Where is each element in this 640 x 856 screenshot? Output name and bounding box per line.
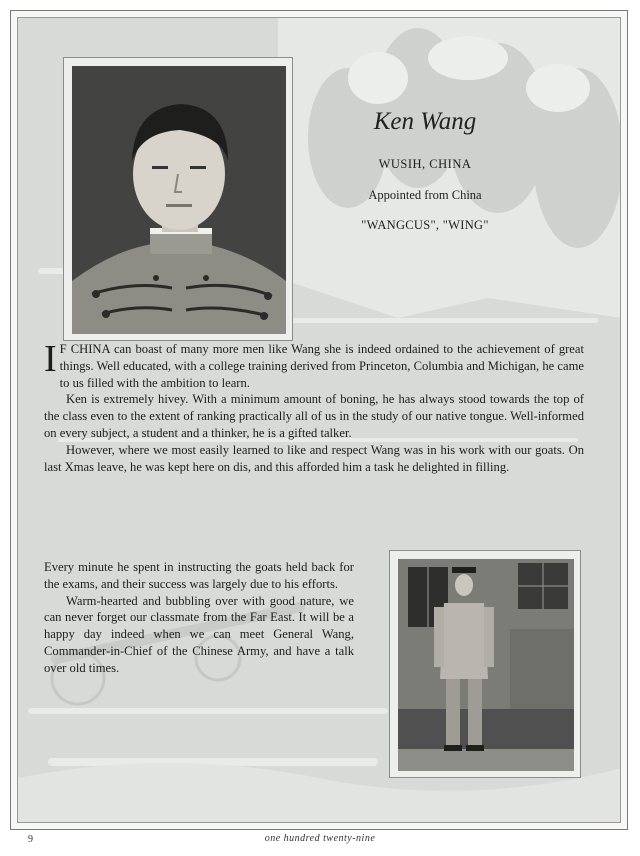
portrait-photo-frame <box>63 57 293 341</box>
bio-paragraph-2: Ken is extremely hivey. With a minimum amount of boning, he has always stood towards the top of the class even to the extent of ranking practically all of us in the study of our native tongue. Well-informed on every subject, a student and a thinker, he is a gifted talker. <box>44 392 584 440</box>
cadet-standing-photo <box>398 559 574 771</box>
standing-photo-frame <box>389 550 581 778</box>
folio-text: one hundred twenty-nine <box>264 833 376 844</box>
biography-text-full-width <box>44 338 584 475</box>
nicknames-line: "WANGCUS", "WING" <box>361 218 489 232</box>
page-number: 9 <box>28 834 33 845</box>
hometown-line: WUSIH, CHINA <box>378 157 472 171</box>
bio-paragraph-3-part-2: Every minute he spent in instructing the goats held back for the exams, and their success was largely due to his efforts. <box>44 560 354 591</box>
cadet-portrait-photo <box>72 66 286 334</box>
biography-text-beside-photo <box>44 559 354 677</box>
bio-paragraph-1: I F CHINA can boast of many more men like Wang she is indeed ordained to the achievement of great things. Well educated, with a college training derived from Princeton, Columbia and Michigan, he came to us filled with the ambition to learn. <box>44 338 584 390</box>
bio-paragraph-3-part-1: However, where we most easily learned to like and respect Wang was in his work with our goats. On last Xmas leave, he was kept here on dis, and this afforded him a task he delighted in filling. <box>44 442 584 474</box>
cadet-name-heading: Ken Wang <box>373 108 477 135</box>
bio-paragraph-4: Warm-hearted and bubbling over with good nature, we can never forget our classmate from the Far East. It will be a happy day indeed when we can meet General Wang, Commander-in-Chief of the Chinese Army, and have a talk over old times. <box>44 593 354 675</box>
drop-cap-letter: I <box>44 338 57 380</box>
appointment-line: Appointed from China <box>368 188 482 202</box>
